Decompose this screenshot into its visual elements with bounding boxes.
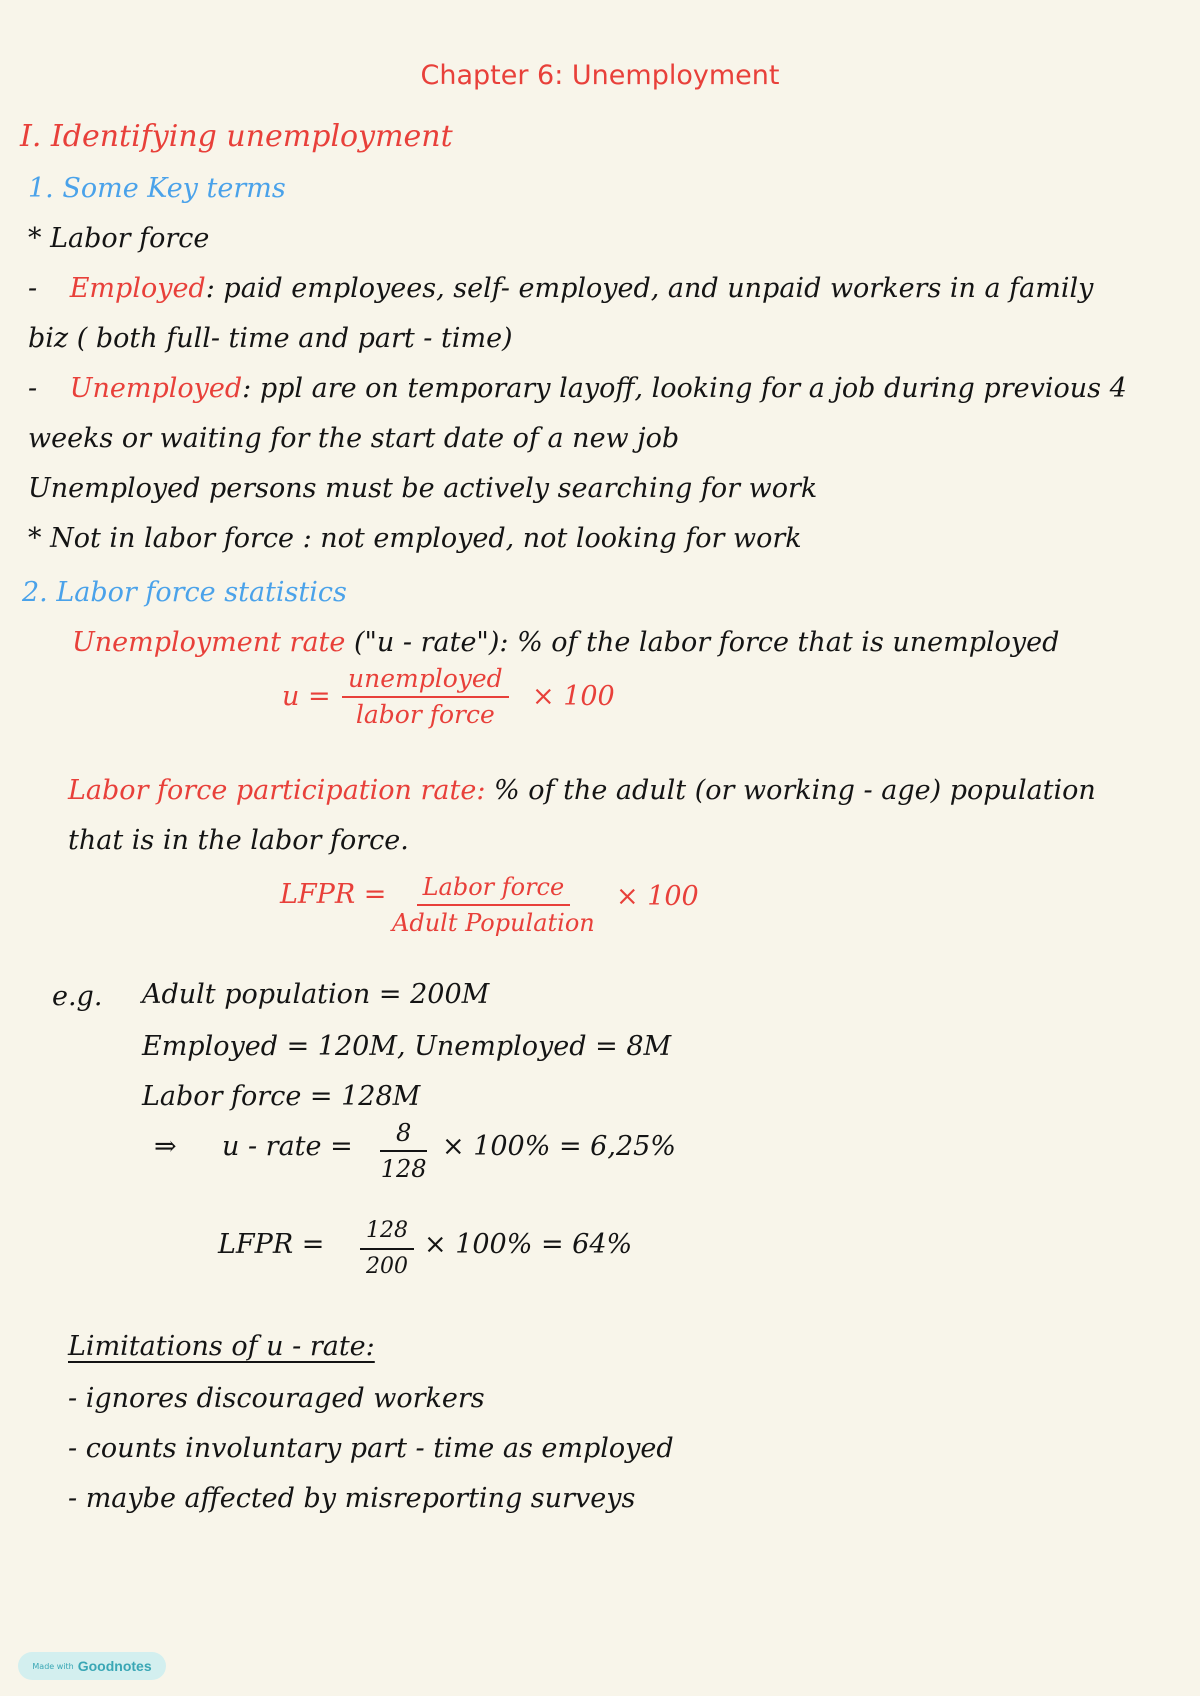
employed-line bbox=[28, 272, 1093, 306]
lfpr-definition: % of the adult (or working - age) population bbox=[485, 775, 1096, 806]
labor-force-item: * Labor force bbox=[28, 223, 210, 254]
lfpr-term: Labor force participation rate: bbox=[68, 775, 486, 806]
limitations-heading: Limitations of u - rate: bbox=[68, 1331, 375, 1362]
example-employed-unemployed: Employed = 120M, Unemployed = 8M bbox=[142, 1031, 672, 1062]
example-urate-rhs: × 100% = 6,25% bbox=[442, 1131, 676, 1162]
example-urate-fraction bbox=[380, 1118, 427, 1184]
limitation-item: - maybe affected by misreporting surveys bbox=[68, 1483, 636, 1514]
made-with-label: Made with bbox=[32, 1661, 74, 1671]
goodnotes-brand: Goodnotes bbox=[77, 1658, 152, 1674]
unemployed-dash: - bbox=[28, 373, 38, 404]
lfpr-definition-cont: that is in the labor force. bbox=[68, 825, 409, 856]
urate-term: Unemployment rate bbox=[72, 627, 346, 658]
example-labor-force: Labor force = 128M bbox=[142, 1081, 421, 1112]
example-urate-denominator: 128 bbox=[380, 1155, 427, 1183]
example-adult-population: Adult population = 200M bbox=[142, 979, 490, 1010]
subheading-key-terms: 1. Some Key terms bbox=[28, 173, 286, 204]
example-urate-numerator: 8 bbox=[380, 1118, 427, 1152]
u-formula-denominator: labor force bbox=[355, 700, 495, 729]
example-lfpr-rhs: × 100% = 64% bbox=[424, 1229, 633, 1260]
page-title: Chapter 6: Unemployment bbox=[420, 60, 780, 91]
employed-definition-cont: biz ( both full- time and part - time) bbox=[28, 323, 513, 354]
lfpr-formula-denominator: Adult Population bbox=[392, 909, 595, 937]
limitation-item: - ignores discouraged workers bbox=[68, 1383, 485, 1414]
lfpr-formula-fraction bbox=[392, 872, 595, 938]
example-label: e.g. bbox=[52, 981, 103, 1012]
lfpr-line bbox=[68, 774, 1096, 808]
unemployed-definition: : ppl are on temporary layoff, looking for a job during previous 4 bbox=[242, 373, 1127, 404]
limitation-item: - counts involuntary part - time as employed bbox=[68, 1433, 674, 1464]
employed-term: Employed bbox=[69, 273, 206, 304]
example-lfpr-denominator: 200 bbox=[366, 1254, 408, 1279]
lfpr-formula-numerator: Labor force bbox=[417, 872, 571, 906]
arrow-implies-icon: ⇒ bbox=[154, 1131, 177, 1162]
u-formula-lhs: u = bbox=[282, 681, 331, 712]
lfpr-formula-rhs: × 100 bbox=[616, 881, 699, 912]
unemployed-term: Unemployed bbox=[69, 373, 243, 404]
urate-line bbox=[72, 626, 1059, 660]
u-formula-rhs: × 100 bbox=[532, 681, 615, 712]
example-lfpr-fraction bbox=[360, 1216, 414, 1282]
not-in-labor-force: * Not in labor force : not employed, not looking for work bbox=[28, 523, 802, 554]
example-urate-lhs: u - rate = bbox=[222, 1131, 353, 1162]
made-with-goodnotes-badge bbox=[18, 1652, 166, 1680]
unemployed-line bbox=[28, 372, 1127, 406]
example-lfpr-lhs: LFPR = bbox=[218, 1229, 325, 1260]
employed-dash: - bbox=[28, 273, 38, 304]
u-formula-fraction bbox=[342, 664, 509, 730]
employed-definition: : paid employees, self- employed, and unpaid workers in a family bbox=[205, 273, 1094, 304]
unemployed-definition-cont: weeks or waiting for the start date of a new job bbox=[28, 423, 680, 454]
lfpr-formula-lhs: LFPR = bbox=[280, 879, 387, 910]
urate-definition: ("u - rate"): % of the labor force that is unemployed bbox=[345, 627, 1060, 658]
subheading-labor-force-statistics: 2. Labor force statistics bbox=[22, 577, 347, 608]
u-formula-numerator: unemployed bbox=[342, 664, 509, 698]
example-lfpr-numerator: 128 bbox=[360, 1216, 414, 1250]
section-heading-identifying: I. Identifying unemployment bbox=[20, 119, 453, 154]
unemployed-note: Unemployed persons must be actively searching for work bbox=[28, 473, 818, 504]
